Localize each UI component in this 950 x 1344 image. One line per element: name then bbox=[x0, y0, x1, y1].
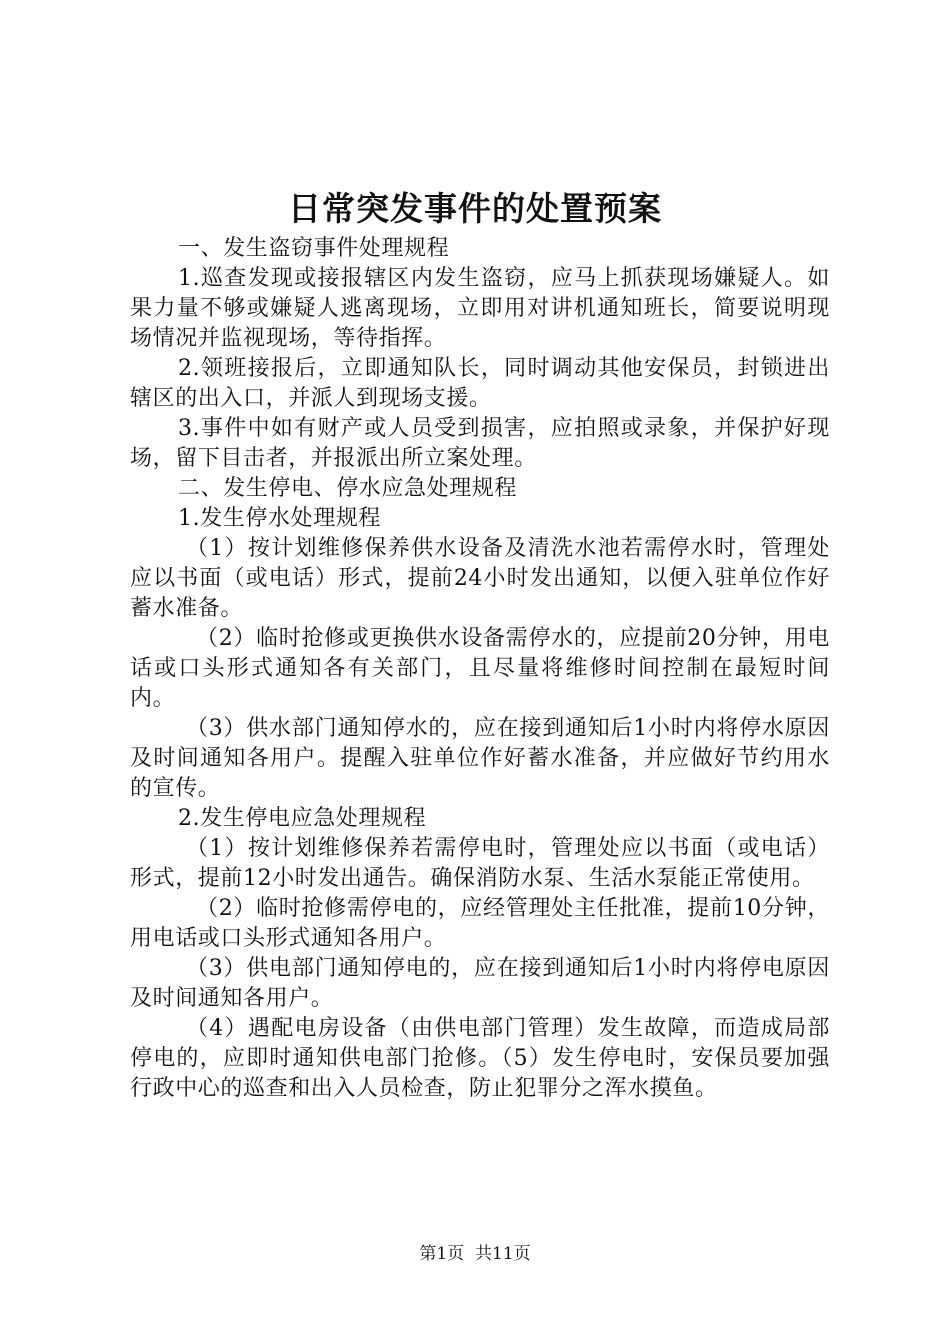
subsection-heading-water: 1.发生停水处理规程 bbox=[178, 506, 381, 531]
paragraph-power-1: （1）按计划维修保养若需停电时，管理处应以书面（或电话）形式，提前12小时发出通告。确保消防水泵、生活水泵能正常使用。 bbox=[130, 836, 830, 891]
paragraph-water-3: （3）供水部门通知停水的，应在接到通知后1小时内将停水原因及时间通知各用户。提醒入驻单位作好蓄水准备，并应做好节约用水的宣传。 bbox=[130, 716, 830, 801]
paragraph-power-3: （3）供电部门通知停电的，应在接到通知后1小时内将停电原因及时间通知各用户。 bbox=[130, 956, 830, 1011]
paragraph-power-2: （2）临时抢修需停电的，应经管理处主任批准，提前10分钟，用电话或口头形式通知各用户。 bbox=[130, 896, 830, 951]
page-total: 共11页 bbox=[475, 1244, 531, 1264]
section-heading-theft: 一、发生盗窃事件处理规程 bbox=[178, 236, 450, 261]
document-title: 日常突发事件的处置预案 bbox=[288, 189, 662, 228]
page-number: 第1页 bbox=[419, 1244, 465, 1264]
paragraph-water-1: （1）按计划维修保养供水设备及清洗水池若需停水时，管理处应以书面（或电话）形式，提前24小时发出通知，以便入驻单位作好蓄水准备。 bbox=[130, 536, 830, 621]
paragraph-theft-3: 3.事件中如有财产或人员受到损害，应拍照或录象，并保护好现场，留下目击者，并报派出所立案处理。 bbox=[130, 416, 830, 471]
section-heading-outage: 二、发生停电、停水应急处理规程 bbox=[178, 476, 518, 501]
subsection-heading-power: 2.发生停电应急处理规程 bbox=[178, 806, 427, 831]
paragraph-theft-1: 1.巡查发现或接报辖区内发生盗窃，应马上抓获现场嫌疑人。如果力量不够或嫌疑人逃离现场，立即用对讲机通知班长，简要说明现场情况并监视现场，等待指挥。 bbox=[130, 266, 830, 351]
paragraph-power-4: （4）遇配电房设备（由供电部门管理）发生故障，而造成局部停电的，应即时通知供电部门抢修。（5）发生停电时，安保员要加强行政中心的巡查和出入人员检查，防止犯罪分之浑水摸鱼。 bbox=[130, 1016, 830, 1101]
page-footer bbox=[0, 1243, 950, 1265]
paragraph-water-2: （2）临时抢修或更换供水设备需停水的，应提前20分钟，用电话或口头形式通知各有关部门，且尽量将维修时间控制在最短时间内。 bbox=[130, 626, 830, 711]
document-body bbox=[130, 234, 830, 1104]
paragraph-theft-2: 2.领班接报后，立即通知队长，同时调动其他安保员，封锁进出辖区的出入口，并派人到现场支援。 bbox=[130, 356, 830, 411]
